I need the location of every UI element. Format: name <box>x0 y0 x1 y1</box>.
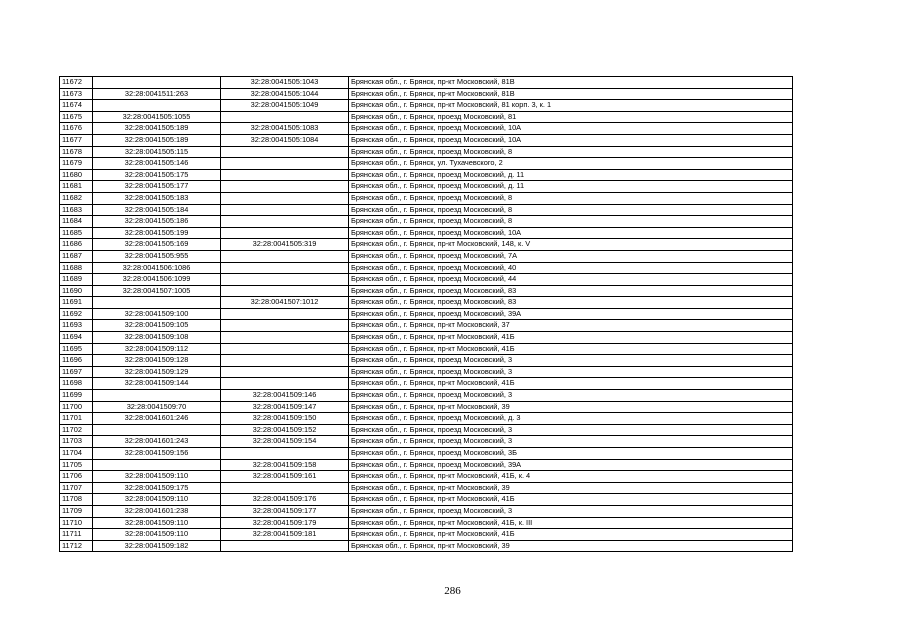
table-row <box>60 158 793 170</box>
address-cell: Брянская обл., г. Брянск, проезд Московский, 81 <box>349 111 793 123</box>
table-row <box>60 308 793 320</box>
cadastral-number-cell: 32:28:0041509:156 <box>93 448 221 460</box>
cadastral-number-cell: 32:28:0041505:955 <box>93 250 221 262</box>
address-cell: Брянская обл., г. Брянск, пр-кт Московский, 41Б <box>349 378 793 390</box>
table-row <box>60 517 793 529</box>
cadastral-number-cell <box>93 459 221 471</box>
table-row <box>60 285 793 297</box>
building-cadastral-number-cell: 32:28:0041509:147 <box>221 401 349 413</box>
cadastral-number-cell: 32:28:0041509:128 <box>93 355 221 367</box>
row-number-cell: 11689 <box>60 274 93 286</box>
building-cadastral-number-cell <box>221 192 349 204</box>
table-row <box>60 169 793 181</box>
building-cadastral-number-cell: 32:28:0041509:177 <box>221 505 349 517</box>
row-number-cell: 11699 <box>60 390 93 402</box>
building-cadastral-number-cell: 32:28:0041509:161 <box>221 471 349 483</box>
row-number-cell: 11690 <box>60 285 93 297</box>
address-cell: Брянская обл., г. Брянск, пр-кт Московский, 39 <box>349 401 793 413</box>
table-row <box>60 216 793 228</box>
table-row <box>60 192 793 204</box>
building-cadastral-number-cell <box>221 378 349 390</box>
cadastral-number-cell: 32:28:0041506:1086 <box>93 262 221 274</box>
address-cell: Брянская обл., г. Брянск, проезд Московский, 3 <box>349 436 793 448</box>
row-number-cell: 11708 <box>60 494 93 506</box>
row-number-cell: 11700 <box>60 401 93 413</box>
cadastral-number-cell <box>93 100 221 112</box>
cadastral-number-cell: 32:28:0041509:182 <box>93 540 221 552</box>
building-cadastral-number-cell: 32:28:0041505:1084 <box>221 134 349 146</box>
cadastral-number-cell: 32:28:0041511:263 <box>93 88 221 100</box>
building-cadastral-number-cell: 32:28:0041509:176 <box>221 494 349 506</box>
building-cadastral-number-cell <box>221 355 349 367</box>
building-cadastral-number-cell <box>221 216 349 228</box>
address-cell: Брянская обл., г. Брянск, проезд Московский, 7А <box>349 250 793 262</box>
cadastral-number-cell: 32:28:0041505:184 <box>93 204 221 216</box>
building-cadastral-number-cell <box>221 204 349 216</box>
cadastral-number-cell <box>93 77 221 89</box>
table-row <box>60 227 793 239</box>
address-cell: Брянская обл., г. Брянск, проезд Московский, 10А <box>349 227 793 239</box>
building-cadastral-number-cell <box>221 285 349 297</box>
building-cadastral-number-cell <box>221 111 349 123</box>
address-cell: Брянская обл., г. Брянск, пр-кт Московский, 39 <box>349 482 793 494</box>
address-cell: Брянская обл., г. Брянск, ул. Тухачевского, 2 <box>349 158 793 170</box>
address-cell: Брянская обл., г. Брянск, проезд Московский, д. 3 <box>349 413 793 425</box>
address-cell: Брянская обл., г. Брянск, проезд Московский, 83 <box>349 285 793 297</box>
row-number-cell: 11691 <box>60 297 93 309</box>
address-cell: Брянская обл., г. Брянск, проезд Московский, 3 <box>349 366 793 378</box>
row-number-cell: 11693 <box>60 320 93 332</box>
building-cadastral-number-cell: 32:28:0041509:152 <box>221 424 349 436</box>
cadastral-number-cell: 32:28:0041505:175 <box>93 169 221 181</box>
building-cadastral-number-cell: 32:28:0041507:1012 <box>221 297 349 309</box>
address-cell: Брянская обл., г. Брянск, проезд Московский, 83 <box>349 297 793 309</box>
row-number-cell: 11679 <box>60 158 93 170</box>
row-number-cell: 11701 <box>60 413 93 425</box>
address-cell: Брянская обл., г. Брянск, проезд Московский, 44 <box>349 274 793 286</box>
address-cell: Брянская обл., г. Брянск, проезд Московский, 8 <box>349 146 793 158</box>
address-cell: Брянская обл., г. Брянск, пр-кт Московский, 81В <box>349 88 793 100</box>
table-row <box>60 529 793 541</box>
building-cadastral-number-cell: 32:28:0041509:150 <box>221 413 349 425</box>
building-cadastral-number-cell: 32:28:0041509:146 <box>221 390 349 402</box>
row-number-cell: 11677 <box>60 134 93 146</box>
cadastral-number-cell: 32:28:0041601:246 <box>93 413 221 425</box>
address-cell: Брянская обл., г. Брянск, пр-кт Московский, 148, к. V <box>349 239 793 251</box>
table-row <box>60 355 793 367</box>
address-cell: Брянская обл., г. Брянск, пр-кт Московский, 41Б <box>349 332 793 344</box>
address-cell: Брянская обл., г. Брянск, проезд Московский, 3 <box>349 505 793 517</box>
row-number-cell: 11709 <box>60 505 93 517</box>
cadastral-number-cell: 32:28:0041509:108 <box>93 332 221 344</box>
table-row <box>60 320 793 332</box>
building-cadastral-number-cell: 32:28:0041505:1043 <box>221 77 349 89</box>
row-number-cell: 11705 <box>60 459 93 471</box>
table-row <box>60 262 793 274</box>
row-number-cell: 11707 <box>60 482 93 494</box>
row-number-cell: 11688 <box>60 262 93 274</box>
cadastral-number-cell: 32:28:0041505:177 <box>93 181 221 193</box>
address-cell: Брянская обл., г. Брянск, проезд Московский, 8 <box>349 204 793 216</box>
building-cadastral-number-cell <box>221 169 349 181</box>
address-cell: Брянская обл., г. Брянск, пр-кт Московский, 81 корп. 3, к. 1 <box>349 100 793 112</box>
row-number-cell: 11711 <box>60 529 93 541</box>
building-cadastral-number-cell: 32:28:0041505:319 <box>221 239 349 251</box>
row-number-cell: 11706 <box>60 471 93 483</box>
table-row <box>60 332 793 344</box>
address-cell: Брянская обл., г. Брянск, пр-кт Московский, 39 <box>349 540 793 552</box>
row-number-cell: 11696 <box>60 355 93 367</box>
table-row <box>60 100 793 112</box>
cadastral-number-cell: 32:28:0041506:1099 <box>93 274 221 286</box>
table-row <box>60 459 793 471</box>
table-row <box>60 366 793 378</box>
row-number-cell: 11676 <box>60 123 93 135</box>
cadastral-number-cell: 32:28:0041509:110 <box>93 471 221 483</box>
building-cadastral-number-cell <box>221 274 349 286</box>
table-row <box>60 482 793 494</box>
building-cadastral-number-cell <box>221 343 349 355</box>
address-cell: Брянская обл., г. Брянск, пр-кт Московский, 41Б <box>349 494 793 506</box>
address-cell: Брянская обл., г. Брянск, проезд Московский, 3 <box>349 424 793 436</box>
address-cell: Брянская обл., г. Брянск, проезд Московский, 10А <box>349 123 793 135</box>
building-cadastral-number-cell <box>221 181 349 193</box>
row-number-cell: 11703 <box>60 436 93 448</box>
cadastral-number-cell: 32:28:0041505:183 <box>93 192 221 204</box>
building-cadastral-number-cell <box>221 448 349 460</box>
table-row <box>60 436 793 448</box>
table-row <box>60 239 793 251</box>
table-row <box>60 297 793 309</box>
cadastral-number-cell: 32:28:0041509:100 <box>93 308 221 320</box>
building-cadastral-number-cell: 32:28:0041509:154 <box>221 436 349 448</box>
table-row <box>60 505 793 517</box>
row-number-cell: 11685 <box>60 227 93 239</box>
cadastral-number-cell: 32:28:0041505:189 <box>93 134 221 146</box>
address-cell: Брянская обл., г. Брянск, пр-кт Московский, 41Б, к. 4 <box>349 471 793 483</box>
cadastral-number-cell: 32:28:0041509:175 <box>93 482 221 494</box>
building-cadastral-number-cell <box>221 250 349 262</box>
cadastral-number-cell: 32:28:0041509:105 <box>93 320 221 332</box>
building-cadastral-number-cell <box>221 366 349 378</box>
table-row <box>60 494 793 506</box>
address-cell: Брянская обл., г. Брянск, проезд Московский, д. 11 <box>349 181 793 193</box>
cadastral-number-cell: 32:28:0041601:243 <box>93 436 221 448</box>
cadastral-number-cell: 32:28:0041509:112 <box>93 343 221 355</box>
cadastral-number-cell: 32:28:0041601:238 <box>93 505 221 517</box>
row-number-cell: 11710 <box>60 517 93 529</box>
row-number-cell: 11692 <box>60 308 93 320</box>
table-row <box>60 250 793 262</box>
cadastral-number-cell: 32:28:0041505:169 <box>93 239 221 251</box>
table-row <box>60 448 793 460</box>
table-row <box>60 390 793 402</box>
table-row <box>60 204 793 216</box>
cadastral-number-cell: 32:28:0041509:144 <box>93 378 221 390</box>
cadastral-number-cell: 32:28:0041509:70 <box>93 401 221 413</box>
address-cell: Брянская обл., г. Брянск, проезд Московский, 3Б <box>349 448 793 460</box>
cadastral-number-cell: 32:28:0041509:110 <box>93 494 221 506</box>
row-number-cell: 11695 <box>60 343 93 355</box>
row-number-cell: 11698 <box>60 378 93 390</box>
building-cadastral-number-cell <box>221 482 349 494</box>
table-row <box>60 471 793 483</box>
building-cadastral-number-cell: 32:28:0041505:1044 <box>221 88 349 100</box>
address-cell: Брянская обл., г. Брянск, пр-кт Московский, 37 <box>349 320 793 332</box>
building-cadastral-number-cell: 32:28:0041505:1083 <box>221 123 349 135</box>
table-row <box>60 111 793 123</box>
address-cell: Брянская обл., г. Брянск, пр-кт Московский, 41Б <box>349 343 793 355</box>
building-cadastral-number-cell: 32:28:0041509:179 <box>221 517 349 529</box>
cadastral-number-cell: 32:28:0041505:146 <box>93 158 221 170</box>
address-cell: Брянская обл., г. Брянск, проезд Московский, 10А <box>349 134 793 146</box>
building-cadastral-number-cell <box>221 320 349 332</box>
address-cell: Брянская обл., г. Брянск, пр-кт Московский, 81В <box>349 77 793 89</box>
building-cadastral-number-cell <box>221 308 349 320</box>
row-number-cell: 11712 <box>60 540 93 552</box>
cadastral-number-cell: 32:28:0041505:115 <box>93 146 221 158</box>
row-number-cell: 11697 <box>60 366 93 378</box>
row-number-cell: 11678 <box>60 146 93 158</box>
table-row <box>60 146 793 158</box>
row-number-cell: 11694 <box>60 332 93 344</box>
row-number-cell: 11680 <box>60 169 93 181</box>
cadastral-number-cell: 32:28:0041509:110 <box>93 517 221 529</box>
table-row <box>60 378 793 390</box>
table-row <box>60 88 793 100</box>
address-cell: Брянская обл., г. Брянск, пр-кт Московский, 41Б <box>349 529 793 541</box>
table-row <box>60 424 793 436</box>
row-number-cell: 11683 <box>60 204 93 216</box>
cadastral-number-cell: 32:28:0041505:186 <box>93 216 221 228</box>
cadastral-number-cell <box>93 297 221 309</box>
address-cell: Брянская обл., г. Брянск, проезд Московский, 39А <box>349 308 793 320</box>
address-cell: Брянская обл., г. Брянск, пр-кт Московский, 41Б, к. III <box>349 517 793 529</box>
row-number-cell: 11674 <box>60 100 93 112</box>
address-cell: Брянская обл., г. Брянск, проезд Московский, 40 <box>349 262 793 274</box>
building-cadastral-number-cell: 32:28:0041509:181 <box>221 529 349 541</box>
address-cell: Брянская обл., г. Брянск, проезд Московский, 8 <box>349 216 793 228</box>
table-row <box>60 274 793 286</box>
address-cell: Брянская обл., г. Брянск, проезд Московский, 3 <box>349 355 793 367</box>
table-row <box>60 413 793 425</box>
table-row <box>60 401 793 413</box>
building-cadastral-number-cell <box>221 262 349 274</box>
building-cadastral-number-cell <box>221 540 349 552</box>
cadastral-number-cell <box>93 424 221 436</box>
building-cadastral-number-cell <box>221 158 349 170</box>
table-row <box>60 540 793 552</box>
table-row <box>60 123 793 135</box>
cadastral-number-cell: 32:28:0041507:1005 <box>93 285 221 297</box>
registry-table <box>59 76 793 552</box>
building-cadastral-number-cell <box>221 227 349 239</box>
table-row <box>60 343 793 355</box>
row-number-cell: 11684 <box>60 216 93 228</box>
table-row <box>60 134 793 146</box>
cadastral-number-cell: 32:28:0041505:199 <box>93 227 221 239</box>
table-row <box>60 181 793 193</box>
table-row <box>60 77 793 89</box>
building-cadastral-number-cell: 32:28:0041505:1049 <box>221 100 349 112</box>
address-cell: Брянская обл., г. Брянск, проезд Московский, 8 <box>349 192 793 204</box>
cadastral-number-cell <box>93 390 221 402</box>
address-cell: Брянская обл., г. Брянск, проезд Московский, 39А <box>349 459 793 471</box>
row-number-cell: 11672 <box>60 77 93 89</box>
address-cell: Брянская обл., г. Брянск, проезд Московский, 3 <box>349 390 793 402</box>
cadastral-number-cell: 32:28:0041505:1055 <box>93 111 221 123</box>
row-number-cell: 11675 <box>60 111 93 123</box>
row-number-cell: 11681 <box>60 181 93 193</box>
registry-table-body <box>60 77 793 552</box>
cadastral-number-cell: 32:28:0041509:110 <box>93 529 221 541</box>
page-number: 286 <box>444 585 461 597</box>
cadastral-number-cell: 32:28:0041505:189 <box>93 123 221 135</box>
row-number-cell: 11686 <box>60 239 93 251</box>
building-cadastral-number-cell: 32:28:0041509:158 <box>221 459 349 471</box>
row-number-cell: 11682 <box>60 192 93 204</box>
cadastral-number-cell: 32:28:0041509:129 <box>93 366 221 378</box>
address-cell: Брянская обл., г. Брянск, проезд Московский, д. 11 <box>349 169 793 181</box>
building-cadastral-number-cell <box>221 332 349 344</box>
row-number-cell: 11704 <box>60 448 93 460</box>
row-number-cell: 11702 <box>60 424 93 436</box>
row-number-cell: 11687 <box>60 250 93 262</box>
row-number-cell: 11673 <box>60 88 93 100</box>
building-cadastral-number-cell <box>221 146 349 158</box>
